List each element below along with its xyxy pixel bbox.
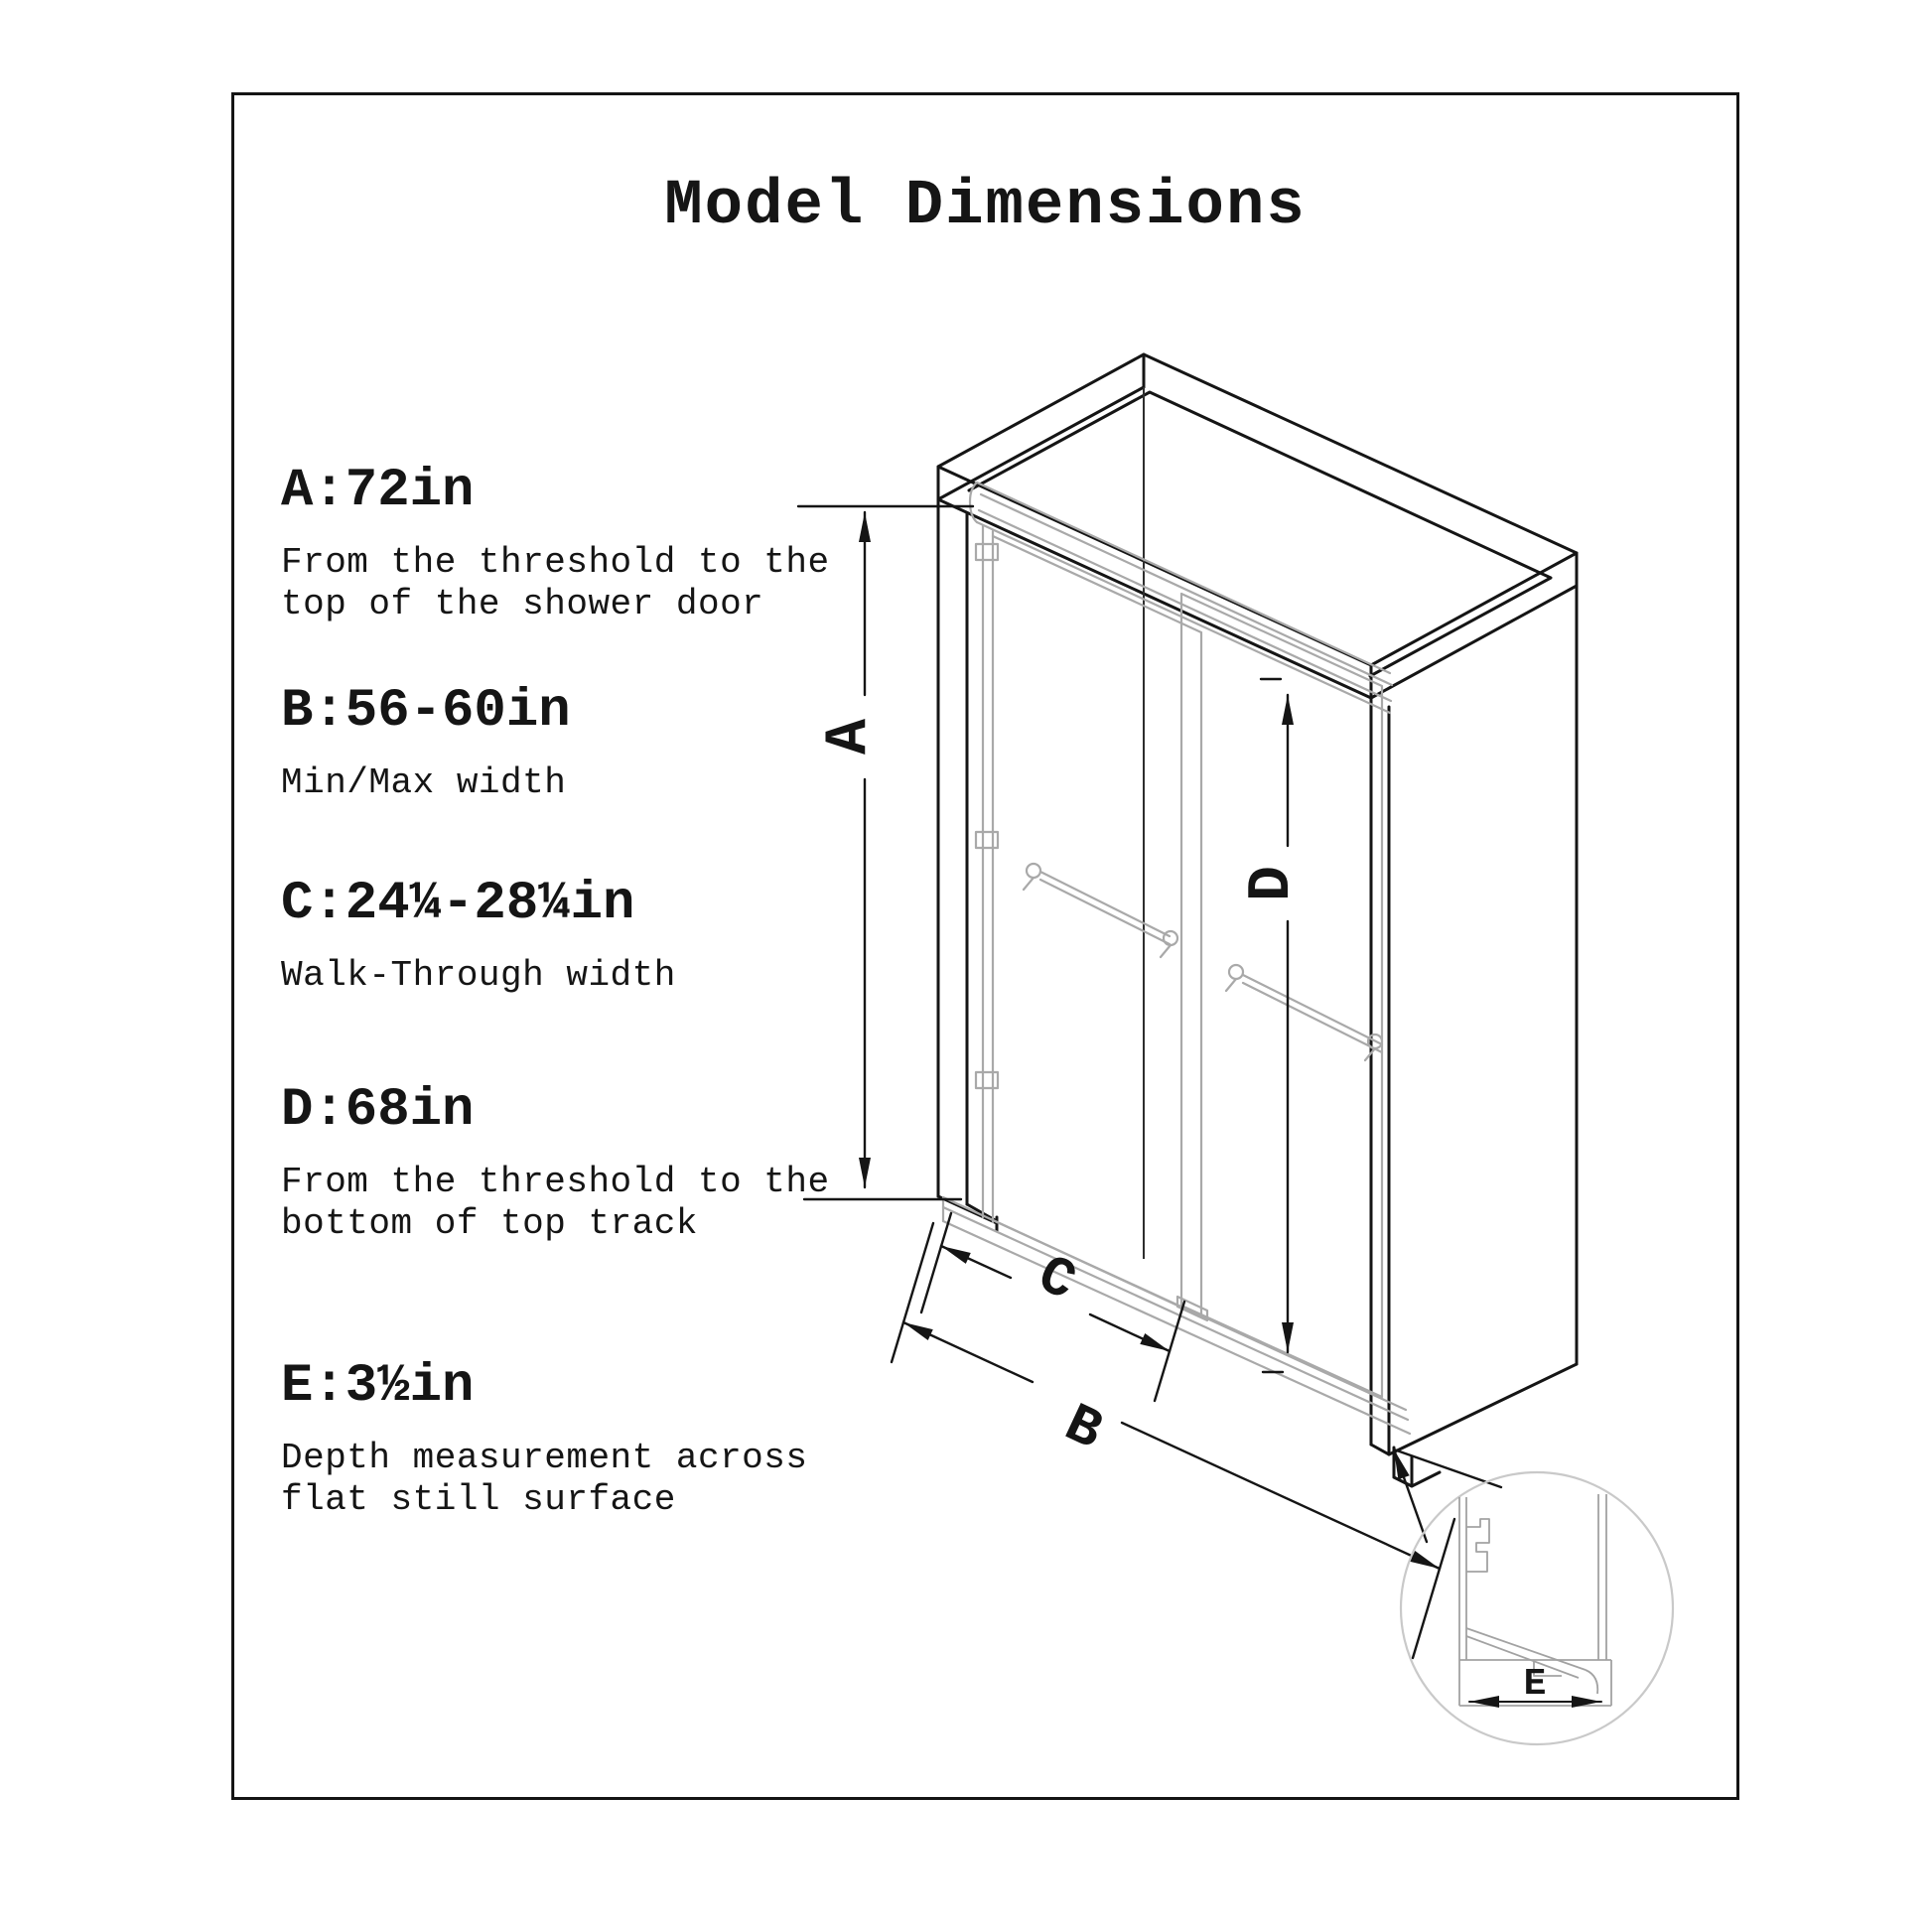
dim-e-label: E:3½in (281, 1356, 475, 1417)
page-title: Model Dimensions (664, 171, 1307, 242)
detail-circle (1401, 1472, 1673, 1744)
dim-d-label: D:68in (281, 1080, 475, 1141)
profile-clip (1466, 1519, 1489, 1572)
glass-panel-1 (993, 536, 1201, 1316)
panel1-stile (983, 526, 993, 1222)
wall-clip-bottom (976, 1072, 998, 1088)
dim-a-desc-line1: From the threshold to the (281, 542, 830, 583)
dim-c-marker: C (1028, 1243, 1086, 1315)
dimension-d (1239, 679, 1307, 1372)
dim-c-desc-line1: Walk-Through width (281, 955, 676, 996)
left-wall-pillar (938, 499, 997, 1231)
dim-d-marker: D (1239, 865, 1307, 902)
dim-a-marker: A (816, 718, 884, 756)
door-assembly (943, 483, 1410, 1434)
dim-c-label: C:24¼-28¼in (281, 874, 635, 934)
dim-e-marker: E (1523, 1663, 1547, 1706)
dim-a-label: A:72in (281, 461, 475, 521)
dim-a-desc-line2: top of the shower door (281, 583, 764, 624)
top-frame (938, 354, 1577, 698)
wall-clip-mid (976, 832, 998, 848)
dim-d-desc-line2: bottom of top track (281, 1202, 698, 1244)
dim-e-desc-line2: flat still surface (281, 1478, 676, 1520)
detail-leader (1394, 1449, 1501, 1542)
dim-e-desc-line1: Depth measurement across (281, 1438, 808, 1478)
dim-b-marker: B (1054, 1392, 1113, 1464)
dim-d-desc-line1: From the threshold to the (281, 1162, 830, 1202)
dim-b-label: B:56-60in (281, 681, 571, 742)
dim-b-desc-line1: Min/Max width (281, 762, 567, 803)
dimension-a (798, 506, 973, 1199)
bottom-track (943, 1197, 1410, 1434)
wall-clip-top (976, 544, 998, 560)
right-wall-panel (1371, 586, 1577, 1486)
towel-bar-2 (1226, 965, 1382, 1060)
dimension-c (921, 1213, 1184, 1401)
towel-bar-1 (1024, 864, 1177, 957)
